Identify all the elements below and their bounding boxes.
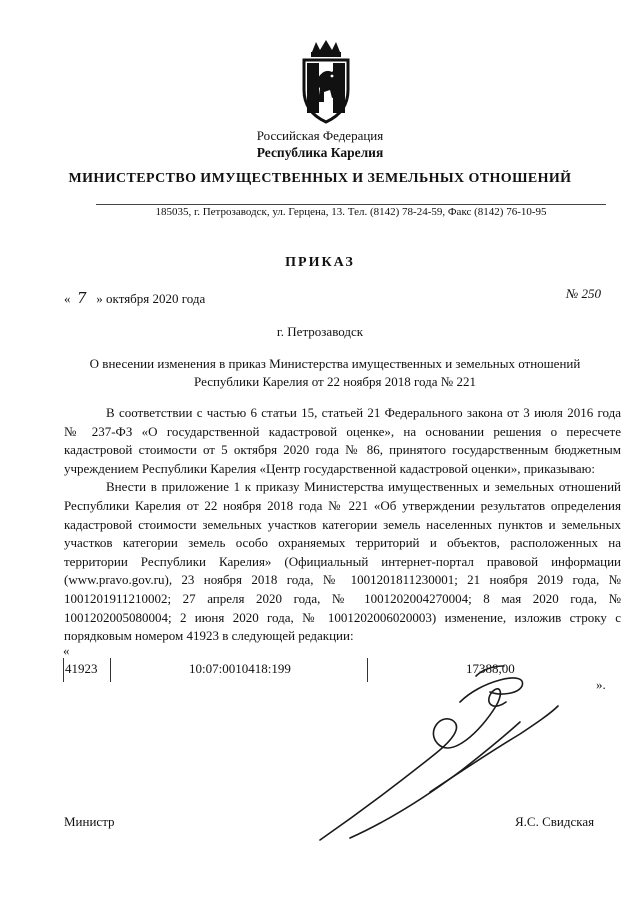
order-subject: О внесении изменения в приказ Министерства имущественных и земельных отношений Республики Карелия от 22 ноября 2018 года № 221 [89, 356, 581, 389]
ministry-address: 185035, г. Петрозаводск, ул. Герцена, 13. Тел. (8142) 78-24-59, Факс (8142) 76-10-95 [155, 206, 547, 218]
country-name: Российская Федерация [256, 128, 384, 143]
table-open-quote: « [63, 643, 70, 658]
table-separator [63, 658, 64, 682]
date-open-quote: « [64, 291, 71, 306]
body-paragraph-1: В соответствии с частью 6 статьи 15, статьей 21 Федерального закона от 3 июля 2016 года № 237-ФЗ «О государственной кадастровой оценке», на основании решения о пересчете кадастровой стоимости от 5 октября 2020 года № 86, принятого государственным бюджетным учреждением Республики Карелия «Центр государственной кадастровой оценки», приказываю: [64, 405, 621, 476]
signatory-name: Я.С. Свидская [515, 814, 595, 829]
city-name: г. Петрозаводск [276, 324, 364, 339]
coat-of-arms-emblem [298, 38, 354, 124]
signatory-position: Министр [64, 814, 115, 829]
date-day-handwritten: 7 [77, 289, 87, 307]
order-number-handwritten: № 250 [566, 286, 602, 301]
table-cell-cadastral-value: 17388,00 [466, 661, 515, 676]
republic-name: Республика Карелия [256, 145, 384, 160]
table-cell-cadastral-number: 10:07:0010418:199 [189, 661, 291, 676]
order-date [64, 289, 205, 307]
date-month-year: октября 2020 года [106, 291, 206, 306]
body-paragraph-2: Внести в приложение 1 к приказу Министерства имущественных и земельных отношений Республики Карелия от 22 ноября 2018 года № 221 «Об утверждении результатов определения кадастровой стоимости земельных участков категории земель населенных пунктов и земельных участков категории земель особо охраняемых территорий и объектов, расположенных на территории Республики Карелия» (Официальный интернет-портал правовой информации (www.pravo.gov.ru), 23 ноября 2018 года, № 1001201811230001; 21 ноября 2019 года, № 1001201911210002; 27 апреля 2020 года, № 1001202004270004; 8 мая 2020 года, № 1001202005080004; 2 июня 2020 года, № 1001202006020003) изменение, изложив строку с порядковым номером 41923 в следующей редакции: [64, 479, 621, 644]
table-separator [110, 658, 111, 682]
ministry-name: МИНИСТЕРСТВО ИМУЩЕСТВЕННЫХ И ЗЕМЕЛЬНЫХ ОТНОШЕНИЙ [68, 171, 572, 186]
table-close-quote: ». [596, 677, 606, 692]
date-close-quote: » [96, 291, 103, 306]
order-body [64, 404, 621, 646]
table-cell-number: 41923 [65, 661, 98, 676]
order-title: ПРИКАЗ [285, 255, 355, 270]
header-divider [96, 204, 606, 205]
